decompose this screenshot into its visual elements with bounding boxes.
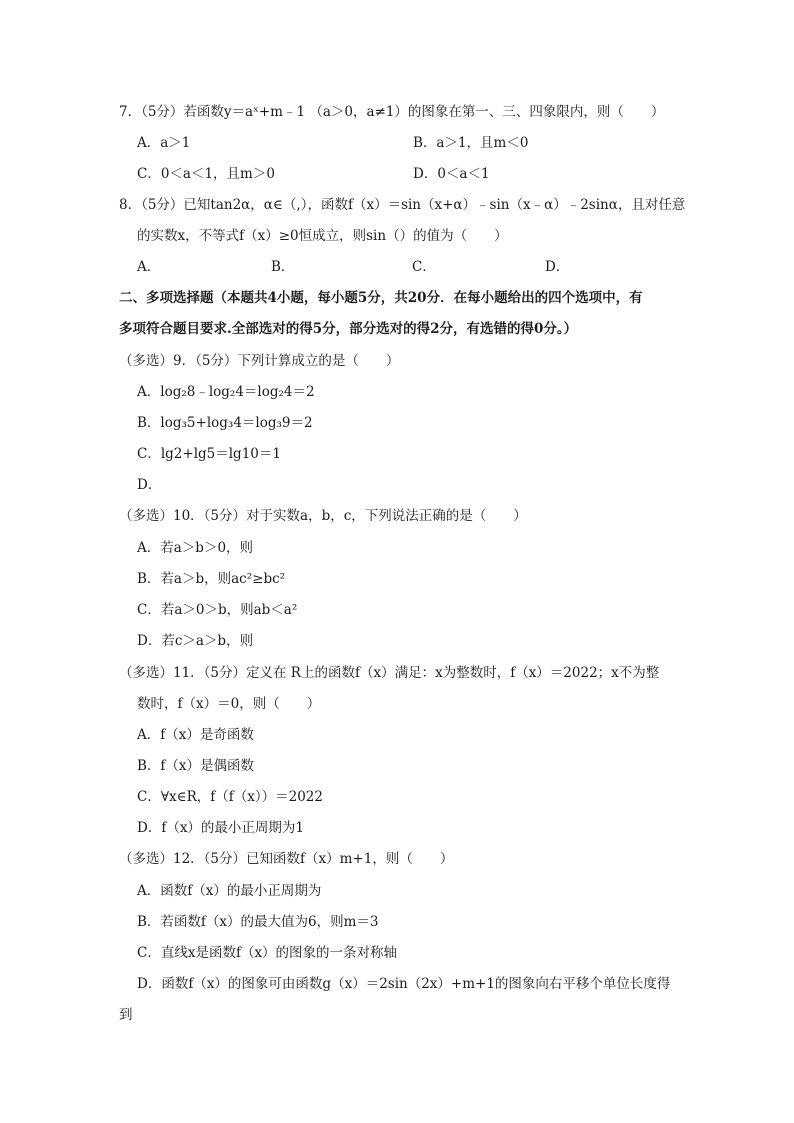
q8-option-d: D． (545, 259, 570, 275)
q12-option-d-line1: D．函数f（x）的图象可由函数g（x）＝2sin（2x）+m+1的图象向右平移个单位长度得 (137, 976, 671, 992)
q11-option-c: C．∀x∈R，f（f（x））＝2022 (137, 789, 323, 805)
q8-options-row (137, 258, 697, 276)
q12-option-d-line2: 到 (119, 1007, 133, 1023)
q7-option-c: C．0＜a＜1，且m＞0 (137, 166, 275, 182)
q7-options-row1 (137, 134, 737, 152)
q10-stem: （多选）10．（5分）对于实数a，b，c，下列说法正确的是（ ） (119, 508, 527, 524)
section2-heading-line2: 多项符合题目要求.全部选对的得5分，部分选对的得2分，有选错的得0分。） (119, 321, 578, 337)
section2-heading-line1: 二、多项选择题（本题共4小题，每小题5分，共20分．在每小题给出的四个选项中，有 (119, 290, 643, 306)
q7-option-b: B．a＞1，且m＜0 (413, 135, 529, 151)
q7-options-row2 (137, 165, 737, 183)
q11-option-b: B．f（x）是偶函数 (137, 758, 255, 774)
q8-stem-line2: 的实数x，不等式f（x）≥0恒成立，则sin（）的值为（ ） (137, 228, 508, 244)
q10-option-a: A．若a＞b＞0，则 (137, 540, 254, 556)
q8-option-b: B． (271, 259, 295, 275)
q7-option-d: D．0＜a＜1 (413, 166, 490, 182)
q10-option-b: B．若a＞b，则ac²≥bc² (137, 571, 286, 587)
q9-stem: （多选）9．（5分）下列计算成立的是（ ） (119, 353, 400, 369)
q7-stem: 7．（5分）若函数y＝aˣ+m﹣1 （a＞0，a≠1）的图象在第一、三、四象限内，则（ ） (119, 104, 665, 120)
q9-option-a: A．log₂8﹣log₂4＝log₂4＝2 (137, 384, 315, 400)
q11-stem-line2: 数时，f（x）＝0，则（ ） (137, 696, 321, 712)
q7-option-a: A．a＞1 (137, 135, 191, 151)
q12-option-c: C．直线x是函数f（x）的图象的一条对称轴 (137, 945, 398, 961)
q10-option-c: C．若a＞0＞b，则ab＜a² (137, 602, 298, 618)
q9-option-d: D． (137, 477, 162, 493)
q11-option-a: A．f（x）是奇函数 (137, 727, 254, 743)
q12-option-a: A．函数f（x）的最小正周期为 (137, 883, 322, 899)
q12-option-b: B．若函数f（x）的最大值为6，则m＝3 (137, 914, 379, 930)
q11-option-d: D．f（x）的最小正周期为1 (137, 820, 305, 836)
q10-option-d: D．若c＞a＞b，则 (137, 633, 254, 649)
q9-option-b: B．log₃5+log₃4＝log₃9＝2 (137, 415, 313, 431)
q11-stem-line1: （多选）11．（5分）定义在 R上的函数f（x）满足：x为整数时，f（x）＝2022；x不为整 (119, 665, 660, 681)
q8-option-a: A． (137, 259, 161, 275)
q8-stem-line1: 8．（5分）已知tan2α，α∈（,），函数f（x）＝sin（x+α）﹣sin（x﹣α）﹣2sinα，且对任意 (119, 197, 686, 213)
q9-option-c: C．lg2+lg5＝lg10＝1 (137, 446, 281, 462)
q8-option-c: C． (412, 259, 436, 275)
q12-stem: （多选）12．（5分）已知函数f（x）m+1，则（ ） (119, 851, 454, 867)
